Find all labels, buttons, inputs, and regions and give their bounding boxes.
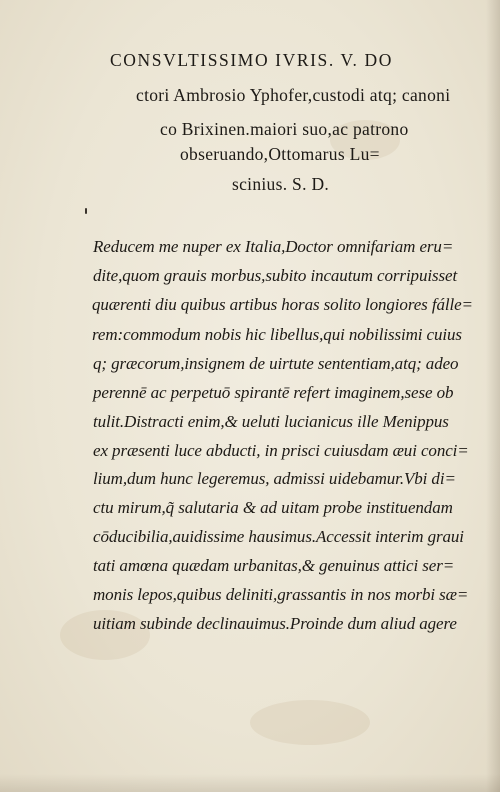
heading-line: obseruando,Ottomarus Lu= — [180, 144, 380, 164]
heading-line: CONSVLTISSIMO IVRIS. V. DO — [110, 50, 393, 70]
body-line: tulit.Distracti enim,& ueluti lucianicus ille Menippus — [93, 412, 449, 431]
body-line: ex præsenti luce abducti, in prisci cuiusdam æui conci= — [93, 441, 469, 460]
body-line: perennē ac perpetuō spirantē refert imaginem,sese ob — [93, 383, 454, 402]
body-line: uitiam subinde declinauimus.Proinde dum aliud agere — [93, 614, 457, 633]
heading-line: ctori Ambrosio Yphofer,custodi atq; canoni — [136, 85, 451, 105]
ink-speck — [85, 208, 87, 214]
body-line: cōducibilia,auidissime hausimus.Accessit interim graui — [93, 527, 464, 546]
body-line: ctu mirum,q̃ salutaria & ad uitam probe instituendam — [93, 498, 453, 517]
page-bottom-shadow — [0, 774, 500, 792]
heading-line: scinius. S. D. — [232, 174, 330, 194]
body-line: lium,dum hunc legeremus, admissi uidebamur.Vbi di= — [93, 469, 456, 488]
page-edge-shadow — [486, 0, 500, 792]
body-line: q; græcorum,insignem de uirtute sententiam,atq; adeo — [93, 354, 459, 373]
body-line: Reducem me nuper ex Italia,Doctor omnifariam eru= — [93, 237, 454, 256]
paper-stain — [250, 700, 370, 745]
body-line: monis lepos,quibus deliniti,grassantis in nos morbi sæ= — [93, 585, 469, 604]
body-line: dite,quom grauis morbus,subito incautum corripuisset — [93, 266, 458, 285]
body-line: rem:commodum nobis hic libellus,qui nobilissimi cuius — [92, 325, 462, 344]
heading-line: co Brixinen.maiori suo,ac patrono — [160, 119, 409, 139]
body-line: quærenti diu quibus artibus horas solito longiores fálle= — [92, 295, 473, 314]
body-line: tati amœna quædam urbanitas,& genuinus attici ser= — [93, 556, 455, 575]
